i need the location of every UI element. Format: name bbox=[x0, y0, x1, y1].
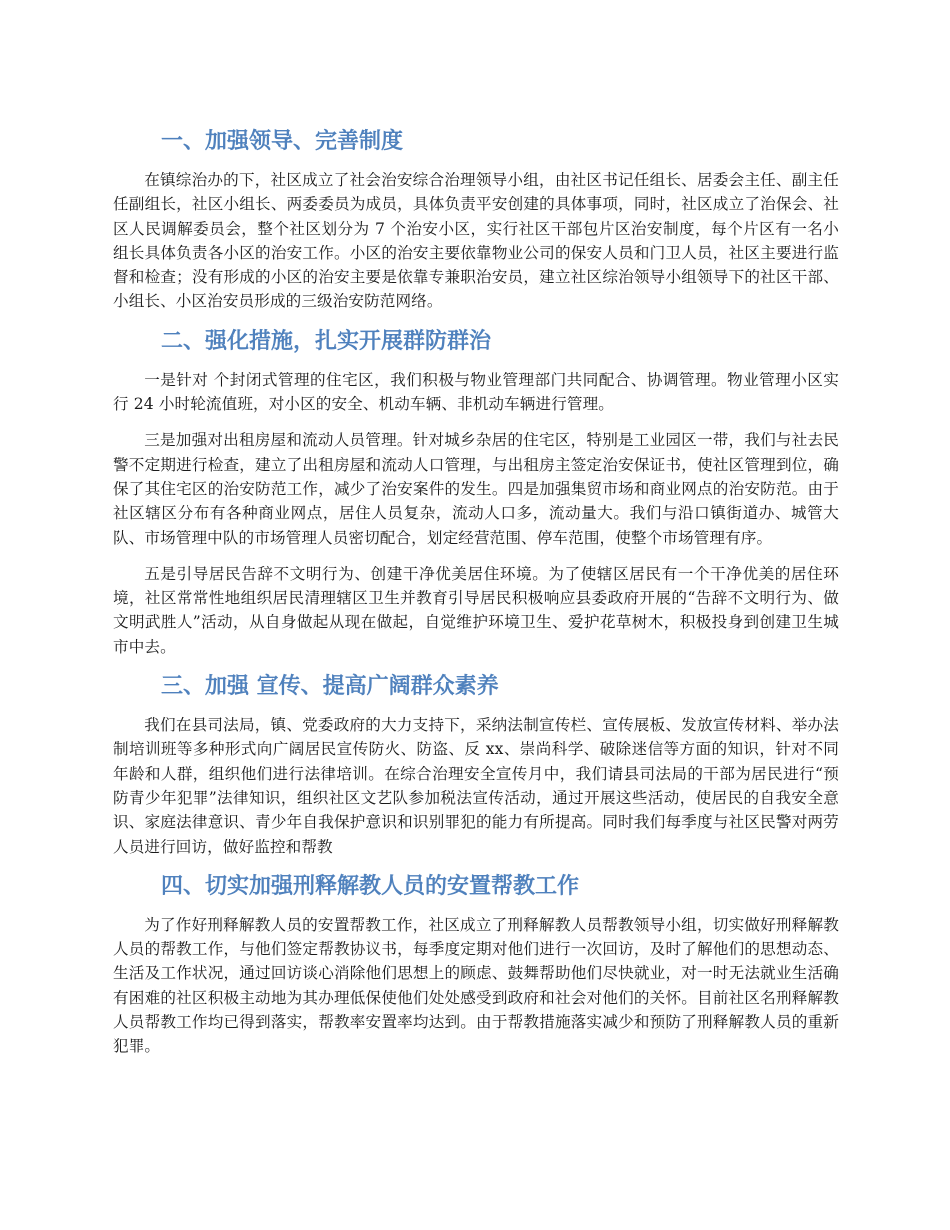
body-paragraph: 五是引导居民告辞不文明行为、创建干净优美居住环境。为了使辖区居民有一个干净优美的居住环境，社区常常性地组织居民清理辖区卫生并教育引导居民积极响应县委政府开展的“告辞不文明行为、做文明武胜人”活动，从自身做起从现在做起，自觉维护环境卫生、爱护花草树木，积极投身到创建卫生城市中去。 bbox=[113, 564, 839, 656]
body-paragraph: 一是针对 个封闭式管理的住宅区，我们积极与物业管理部门共同配合、协调管理。物业管理小区实行 24 小时轮流值班，对小区的安全、机动车辆、非机动车辆进行管理。 bbox=[113, 370, 839, 414]
section-heading: 三、加强 宣传、提高广阔群众素养 bbox=[161, 674, 499, 700]
body-paragraph: 在镇综治办的下，社区成立了社会治安综合治理领导小组，由社区书记任组长、居委会主任、副主任任副组长，社区小组长、两委委员为成员，具体负责平安创建的具体事项，同时，社区成立了治保会、社区人民调解委员会，整个社区划分为 7 个治安小区，实行社区干部包片区治安制度，每个片区有一名小组长具体负责各小区的治安工作。小区的治安主要依靠物业公司的保安人员和门卫人员，社区主要进行监督和检查；没有形成的小区的治安主要是依靠专兼职治安员，建立社区综治领导小组领导下的社区干部、小组长、小区治安员形成的三级治安防范网络。 bbox=[113, 171, 839, 311]
section-heading: 四、切实加强刑释解教人员的安置帮教工作 bbox=[161, 873, 580, 899]
body-paragraph: 我们在县司法局，镇、党委政府的大力支持下，采纳法制宣传栏、宣传展板、发放宣传材料、举办法制培训班等多种形式向广阔居民宣传防火、防盗、反 xx、崇尚科学、破除迷信等方面的知识，针对不同年龄和人群，组织他们进行法律培训。在综合治理安全宣传月中，我们请县司法局的干部为居民进行“预防青少年犯罪”法律知识，组织社区文艺队参加税法宣传活动，通过开展这些活动，使居民的自我安全意识、家庭法律意识、青少年自我保护意识和识别罪犯的能力有所提高。同时我们每季度与社区民警对两劳人员进行回访，做好监控和帮教 bbox=[113, 716, 839, 856]
body-paragraph: 为了作好刑释解教人员的安置帮教工作，社区成立了刑释解教人员帮教领导小组，切实做好刑释解教人员的帮教工作，与他们签定帮教协议书，每季度定期对他们进行一次回访，及时了解他们的思想动态、生活及工作状况，通过回访谈心消除他们思想上的顾虑、鼓舞帮助他们尽快就业，对一时无法就业生活确有困难的社区积极主动地为其办理低保使他们处处感受到政府和社会对他们的关怀。目前社区名刑释解教人员帮教工作均已得到落实，帮教率安置率均达到。由于帮教措施落实减少和预防了刑释解教人员的重新犯罪。 bbox=[113, 915, 839, 1056]
section-publicity bbox=[113, 671, 839, 859]
document-body bbox=[113, 118, 839, 1071]
section-leadership bbox=[113, 126, 839, 314]
section-measures bbox=[113, 326, 839, 659]
body-paragraph: 三是加强对出租房屋和流动人员管理。针对城乡杂居的住宅区，特别是工业园区一带，我们与社去民警不定期进行检查，建立了出租房屋和流动人口管理，与出租房主签定治安保证书，使社区管理到位，确保了其住宅区的治安防范工作，减少了治安案件的发生。四是加强集贸市场和商业网点的治安防范。由于 社区辖区分布有各种商业网点，居住人员复杂，流动人口多，流动量大。我们与沿口镇街道办、城管大队、市场管理中队的市场管理人员密切配合，划定经营范围、停车范围，使整个市场管理有序。 bbox=[113, 431, 839, 547]
section-resettlement bbox=[113, 871, 839, 1059]
section-heading: 一、加强领导、完善制度 bbox=[161, 129, 404, 154]
section-heading: 二、强化措施，扎实开展群防群治 bbox=[161, 328, 492, 354]
